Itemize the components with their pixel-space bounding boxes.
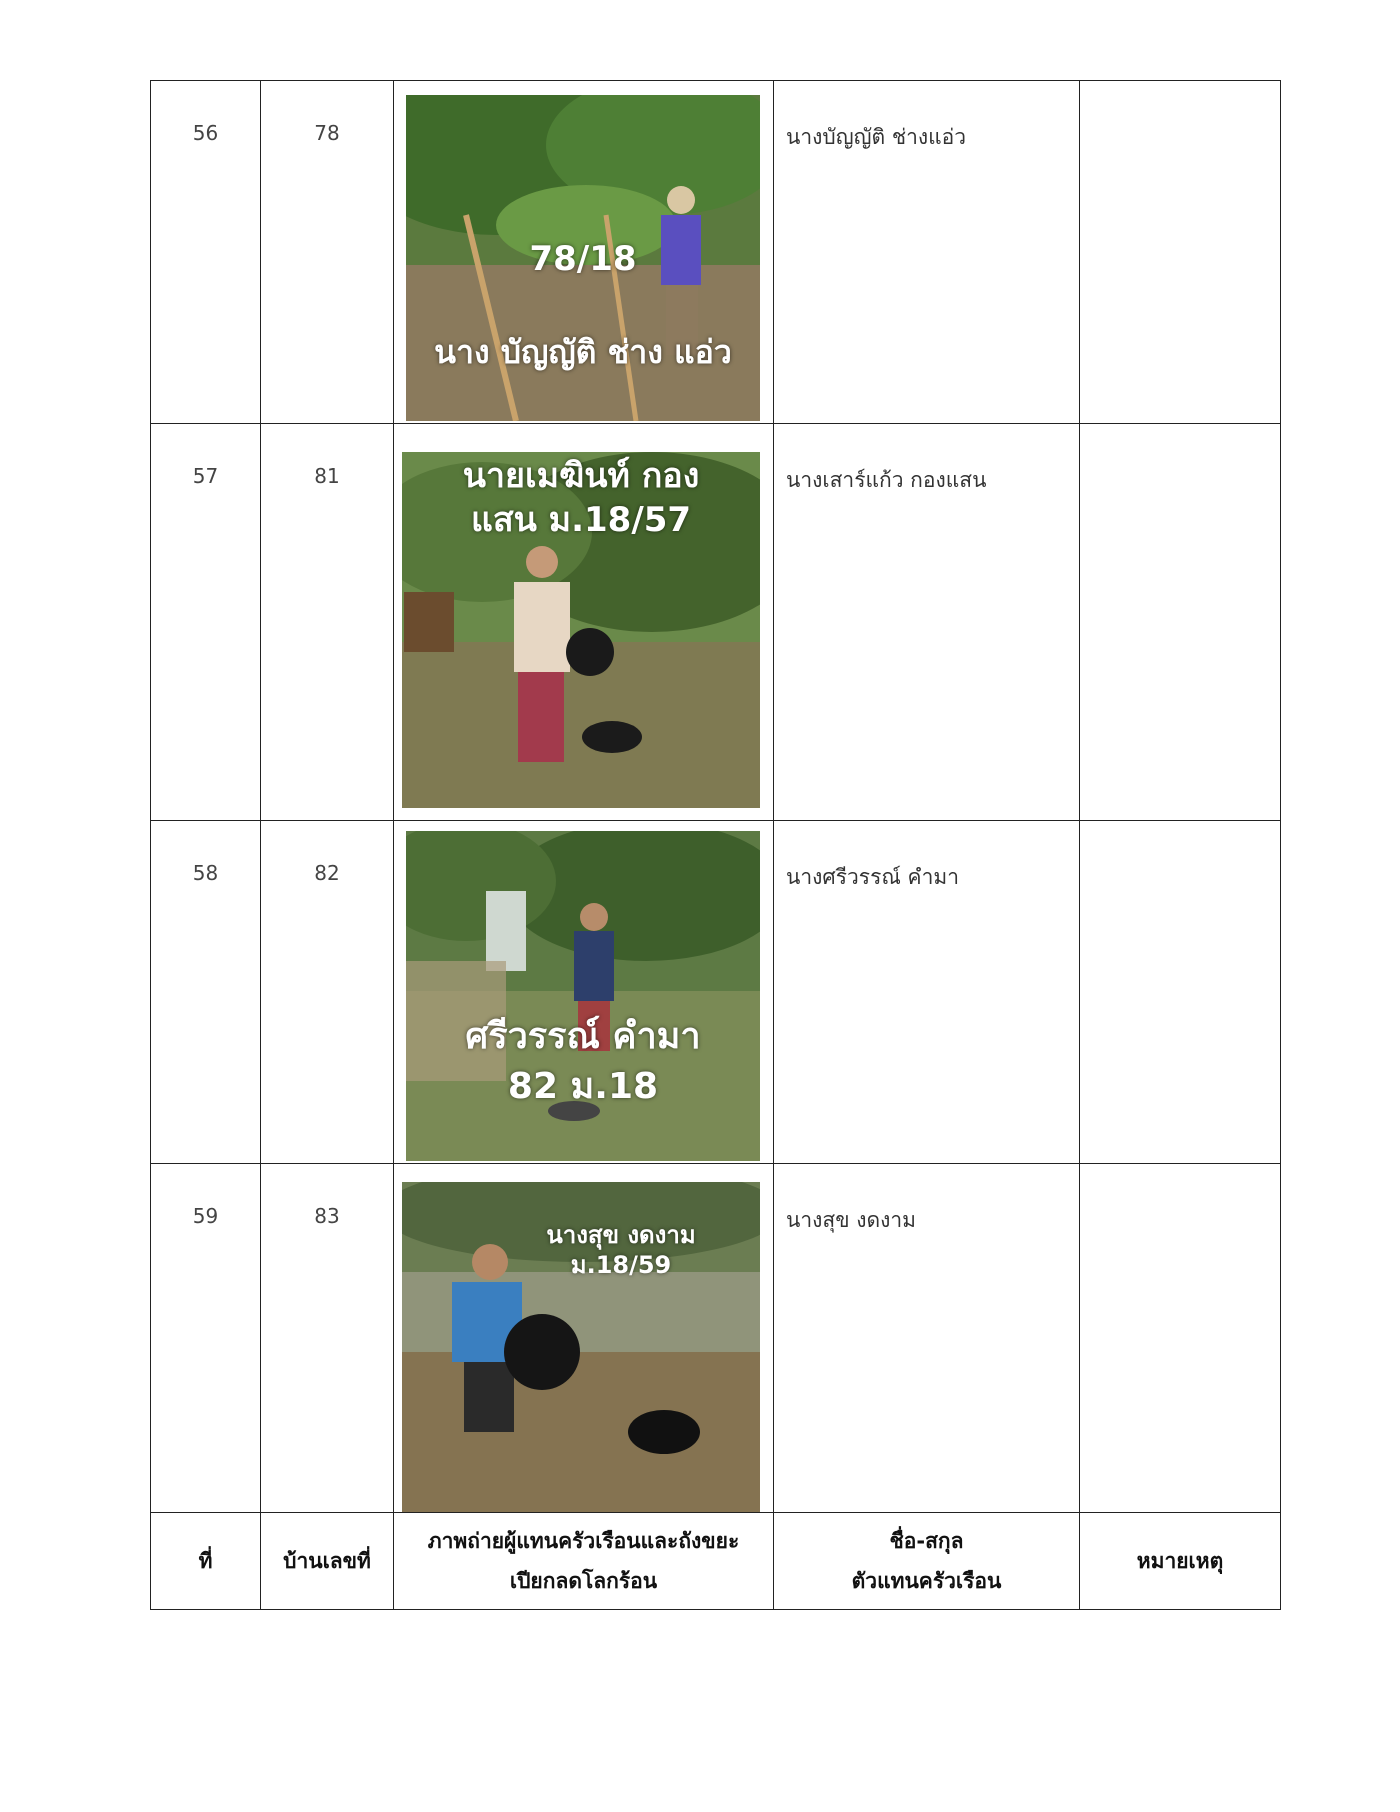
header-remark: หมายเหตุ	[1080, 1513, 1281, 1610]
house-number-cell: 81	[261, 424, 394, 821]
table-header-row	[151, 1513, 1281, 1610]
row-number-cell: 59	[151, 1164, 261, 1513]
household-table	[150, 80, 1281, 1610]
header-photo: ภาพถ่ายผู้แทนครัวเรือนและถังขยะ เปียกลดโลกร้อน	[394, 1513, 774, 1610]
remark-cell	[1080, 821, 1281, 1164]
remark-cell	[1080, 1164, 1281, 1513]
photo-cell	[394, 81, 774, 424]
remark-cell	[1080, 424, 1281, 821]
house-number-cell: 78	[261, 81, 394, 424]
house-number-cell: 82	[261, 821, 394, 1164]
header-no: ที่	[151, 1513, 261, 1610]
row-number-cell: 57	[151, 424, 261, 821]
household-photo: นางสุข งดงาม ม.18/59	[402, 1182, 760, 1512]
name-cell: นางบัญญัติ ช่างแอ่ว	[774, 81, 1080, 424]
table-row	[151, 81, 1281, 424]
table-row	[151, 424, 1281, 821]
household-photo: 78/18 นาง บัญญัติ ช่าง แอ่ว	[406, 95, 760, 421]
table-row	[151, 821, 1281, 1164]
photo-cell	[394, 821, 774, 1164]
photo-cell	[394, 424, 774, 821]
household-photo: ศรีวรรณ์ คำมา 82 ม.18	[406, 831, 760, 1161]
house-number-cell: 83	[261, 1164, 394, 1513]
header-name: ชื่อ-สกุล ตัวแทนครัวเรือน	[774, 1513, 1080, 1610]
name-cell: นางศรีวรรณ์ คำมา	[774, 821, 1080, 1164]
row-number-cell: 56	[151, 81, 261, 424]
name-cell: นางเสาร์แก้ว กองแสน	[774, 424, 1080, 821]
table-row	[151, 1164, 1281, 1513]
row-number-cell: 58	[151, 821, 261, 1164]
name-cell: นางสุข งดงาม	[774, 1164, 1080, 1513]
remark-cell	[1080, 81, 1281, 424]
photo-cell	[394, 1164, 774, 1513]
header-house-number: บ้านเลขที่	[261, 1513, 394, 1610]
household-photo: นายเมฆินท์ กอง แสน ม.18/57	[402, 452, 760, 808]
